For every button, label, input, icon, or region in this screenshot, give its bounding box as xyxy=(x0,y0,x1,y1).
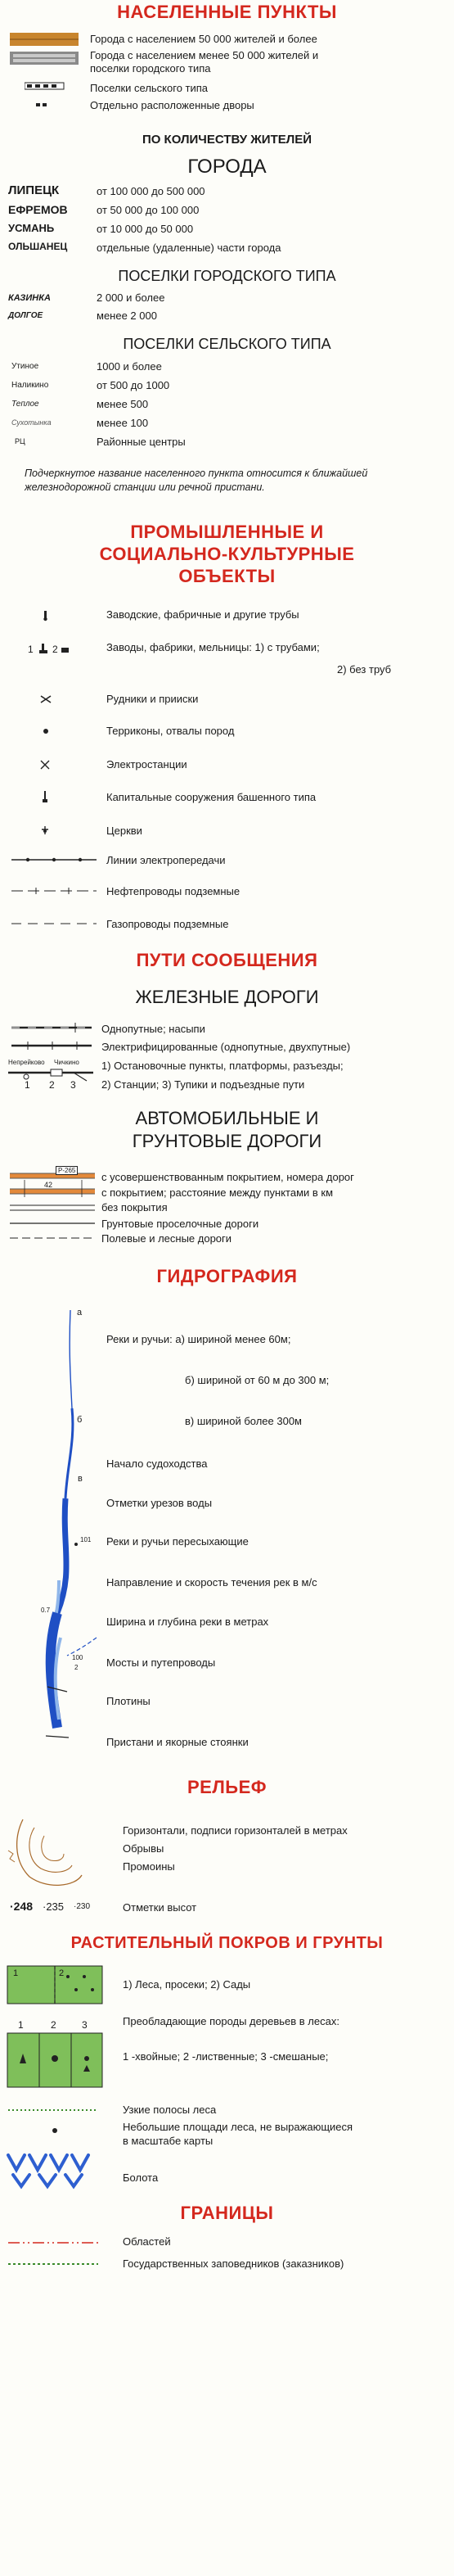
auto-roads-title-1: АВТОМОБИЛЬНЫЕ И xyxy=(135,1108,319,1128)
city-name-usman: УСМАНЬ xyxy=(8,222,55,234)
vegetation-row-7: Болота xyxy=(123,2172,159,2184)
relief-row-3: Промоины xyxy=(123,1860,175,1873)
veg-mark-2: 2 xyxy=(59,1968,65,1978)
relief-row-1: Горизонтали, подписи горизонталей в метрах xyxy=(123,1824,348,1837)
city-name-efremov: ЕФРЕМОВ xyxy=(8,203,68,216)
station-label-2: Чичкино xyxy=(54,1059,79,1066)
vegetation-row-2: Преобладающие породы деревьев в лесах: xyxy=(123,2015,339,2027)
rural-range-1: 1000 и более xyxy=(97,360,162,373)
current-speed-mark: 0.7 xyxy=(41,1607,51,1614)
mine-icon xyxy=(39,694,52,705)
water-level-mark: 101 xyxy=(80,1536,92,1543)
electrified-railway-symbol xyxy=(11,1040,93,1051)
auto-roads-title-2: ГРУНТОВЫЕ ДОРОГИ xyxy=(132,1131,322,1151)
relief-row-2: Обрывы xyxy=(123,1842,164,1855)
city-name-lipetsk: ЛИПЕЦК xyxy=(8,183,60,197)
roads-title: ПУТИ СООБЩЕНИЯ xyxy=(136,950,318,970)
forest-strip-symbol xyxy=(8,2107,100,2113)
road-number-badge: Р-265 xyxy=(56,1166,78,1175)
unpaved-road-symbol xyxy=(10,1203,96,1213)
rural-range-4: менее 100 xyxy=(97,417,149,429)
single-track-railway-symbol xyxy=(11,1022,93,1033)
tower-icon xyxy=(40,790,50,805)
rural-name-2: Наликино xyxy=(11,381,49,390)
rural-type-title: ПОСЕЛКИ СЕЛЬСКОГО ТИПА xyxy=(123,336,331,352)
hydro-row-8: Ширина и глубина реки в метрах xyxy=(106,1616,269,1628)
city-range-4: отдельные (удаленные) части города xyxy=(97,242,281,254)
industrial-row-8: Церкви xyxy=(106,825,142,837)
hydro-row-3: в) шириной более 300м xyxy=(185,1415,302,1427)
city-range-2: от 50 000 до 100 000 xyxy=(97,204,200,216)
hydro-row-10: Плотины xyxy=(106,1695,151,1707)
rail-row-1: Однопутные; насыпи xyxy=(101,1023,205,1035)
river-width-mark: 100 xyxy=(72,1654,83,1661)
hydro-row-7: Направление и скорость течения рек в м/с xyxy=(106,1576,317,1589)
rural-range-3: менее 500 xyxy=(97,398,149,410)
field-road-symbol xyxy=(10,1234,96,1242)
industrial-row-3: 2) без труб xyxy=(337,663,392,676)
hydro-row-1: Реки и ручьи: а) шириной менее 60м; xyxy=(106,1333,291,1345)
industrial-row-4: Рудники и прииски xyxy=(106,693,199,705)
oil-pipeline-symbol xyxy=(11,886,97,896)
contour-lines-symbol xyxy=(7,1811,97,1893)
auto-row-5: Полевые и лесные дороги xyxy=(101,1232,232,1245)
vegetation-title: РАСТИТЕЛЬНЫЙ ПОКРОВ И ГРУНТЫ xyxy=(70,1934,384,1952)
veg-type-mark-3: 3 xyxy=(82,2019,88,2031)
industrial-row-6: Электростанции xyxy=(106,758,187,771)
gas-pipeline-symbol xyxy=(11,919,97,929)
hydro-row-11: Пристани и якорные стоянки xyxy=(106,1736,249,1748)
river-sample-symbol xyxy=(0,1302,106,1760)
river-mark-b: б xyxy=(77,1415,83,1425)
reserve-border-symbol xyxy=(8,2260,100,2268)
paved-road-symbol xyxy=(10,1169,96,1199)
swamp-symbol xyxy=(5,2147,103,2190)
rail-row-2: Электрифицированные (однопутные, двухпутные) xyxy=(101,1041,351,1053)
settlements-title: НАСЕЛЕННЫЕ ПУНКТЫ xyxy=(117,2,337,22)
urban-name-kazinka: КАЗИНКА xyxy=(8,293,51,303)
factory-icon xyxy=(61,645,70,655)
border-row-2: Государственных заповедников (заказников) xyxy=(123,2257,344,2270)
industrial-row-7: Капитальные сооружения башенного типа xyxy=(106,791,317,803)
urban-type-title: ПОСЕЛКИ ГОРОДСКОГО ТИПА xyxy=(118,268,336,284)
hydro-row-2: б) шириной от 60 м до 300 м; xyxy=(185,1374,330,1386)
small-city-symbol xyxy=(10,49,79,67)
settlements-note: Подчеркнутое название населенного пункта относится к ближайшей железнодорожной станции или речной пристани. xyxy=(25,468,368,493)
urban-range-1: 2 000 и более xyxy=(97,291,165,304)
rural-settlement-symbol xyxy=(25,80,65,92)
height-mark-3: ·230 xyxy=(74,1902,91,1911)
height-mark-1: ·248 xyxy=(10,1900,34,1913)
vegetation-row-5: Небольшие площади леса, не выражающиеся xyxy=(123,2121,353,2133)
industrial-row-9: Линии электропередачи xyxy=(106,854,226,866)
hydro-row-5: Отметки урезов воды xyxy=(106,1497,213,1509)
veg-mark-1: 1 xyxy=(13,1968,19,1978)
borders-title: ГРАНИЦЫ xyxy=(180,2203,274,2223)
hydro-title: ГИДРОГРАФИЯ xyxy=(156,1266,298,1286)
veg-type-mark-2: 2 xyxy=(51,2019,56,2031)
power-station-icon xyxy=(38,758,52,771)
factory-mark-2: 2 xyxy=(52,644,58,655)
hydro-row-6: Реки и ручьи пересыхающие xyxy=(106,1535,249,1548)
large-city-symbol xyxy=(10,31,79,47)
station-mark-3: 3 xyxy=(70,1079,76,1091)
settlements-row-3: поселки городского типа xyxy=(90,62,211,75)
settlements-row-4: Поселки сельского типа xyxy=(90,82,209,94)
rural-range-2: от 500 до 1000 xyxy=(97,379,170,391)
road-distance-label: 42 xyxy=(44,1181,53,1189)
settlements-row-1: Города с населением 50 000 жителей и более xyxy=(90,33,317,45)
vegetation-row-4: Узкие полосы леса xyxy=(123,2104,217,2116)
industrial-row-11: Газопроводы подземные xyxy=(106,918,229,930)
rail-row-3: 1) Остановочные пункты, платформы, разъезды; xyxy=(101,1060,344,1072)
railways-title: ЖЕЛЕЗНЫЕ ДОРОГИ xyxy=(135,987,319,1007)
settlements-row-2: Города с населением менее 50 000 жителей и xyxy=(90,49,319,61)
station-label-1: Непрейково xyxy=(8,1059,45,1066)
urban-range-2: менее 2 000 xyxy=(97,310,157,322)
country-road-symbol xyxy=(10,1219,96,1227)
power-line-symbol xyxy=(11,855,97,865)
veg-type-mark-1: 1 xyxy=(18,2019,24,2031)
church-icon xyxy=(39,825,51,836)
auto-row-1: с усовершенствованным покрытием, номера дорог xyxy=(101,1171,354,1183)
settlements-row-5: Отдельно расположенные дворы xyxy=(90,99,254,111)
industrial-row-10: Нефтепроводы подземные xyxy=(106,885,240,897)
station-mark-1: 1 xyxy=(25,1079,30,1091)
city-name-olshanets: ОЛЬШАНЕЦ xyxy=(8,241,68,252)
region-border-symbol xyxy=(8,2237,100,2248)
vegetation-row-3: 1 -хвойные; 2 -лиственные; 3 -смешаные; xyxy=(123,2050,329,2063)
district-center-mark: РЦ xyxy=(15,437,25,445)
river-mark-v: в xyxy=(78,1474,83,1484)
cities-title: ГОРОДА xyxy=(187,156,267,178)
by-population-title: ПО КОЛИЧЕСТВУ ЖИТЕЛЕЙ xyxy=(142,133,312,147)
small-forest-icon xyxy=(49,2126,61,2135)
forest-orchard-symbol xyxy=(7,1965,103,2004)
factory-chimney-icon xyxy=(38,642,49,655)
farmstead-symbol xyxy=(34,100,51,110)
hydro-row-4: Начало судоходства xyxy=(106,1457,208,1470)
hydro-row-9: Мосты и путепроводы xyxy=(106,1656,216,1669)
chimney-icon xyxy=(39,608,52,621)
industrial-row-5: Терриконы, отвалы пород xyxy=(106,725,235,737)
station-mark-2: 2 xyxy=(49,1079,55,1091)
industrial-title-2: СОЦИАЛЬНО-КУЛЬТУРНЫЕ xyxy=(99,544,355,564)
auto-row-2: с покрытием; расстояние между пунктами в км xyxy=(101,1186,334,1199)
rail-row-4: 2) Станции; 3) Тупики и подъездные пути xyxy=(101,1078,305,1091)
vegetation-row-1: 1) Леса, просеки; 2) Сады xyxy=(123,1978,251,1991)
industrial-row-1: Заводские, фабричные и другие трубы xyxy=(106,608,299,621)
relief-row-4: Отметки высот xyxy=(123,1901,197,1914)
spoil-heap-icon xyxy=(39,725,52,737)
auto-row-3: без покрытия xyxy=(101,1201,168,1213)
river-depth-mark: 2 xyxy=(74,1664,79,1671)
city-range-1: от 100 000 до 500 000 xyxy=(97,185,205,197)
rural-range-5: Районные центры xyxy=(97,436,186,448)
rural-name-4: Сухотынка xyxy=(11,418,52,427)
industrial-title-1: ПРОМЫШЛЕННЫЕ И xyxy=(130,522,324,542)
city-range-3: от 10 000 до 50 000 xyxy=(97,223,194,235)
vegetation-row-6: в масштабе карты xyxy=(123,2135,214,2147)
relief-title: РЕЛЬЕФ xyxy=(187,1777,267,1797)
industrial-row-2: Заводы, фабрики, мельницы: 1) с трубами; xyxy=(106,641,320,653)
rural-name-3: Теплое xyxy=(11,400,39,409)
border-row-1: Областей xyxy=(123,2235,171,2248)
tree-species-symbol xyxy=(7,2032,103,2088)
urban-name-dolgoe: ДОЛГОЕ xyxy=(8,311,43,320)
factory-mark-1: 1 xyxy=(28,644,34,655)
industrial-title-3: ОБЪЕКТЫ xyxy=(178,566,276,586)
rural-name-1: Утиное xyxy=(11,362,39,371)
height-mark-2: ·235 xyxy=(43,1900,65,1913)
river-mark-a: а xyxy=(77,1308,83,1317)
auto-row-4: Грунтовые проселочные дороги xyxy=(101,1218,259,1230)
